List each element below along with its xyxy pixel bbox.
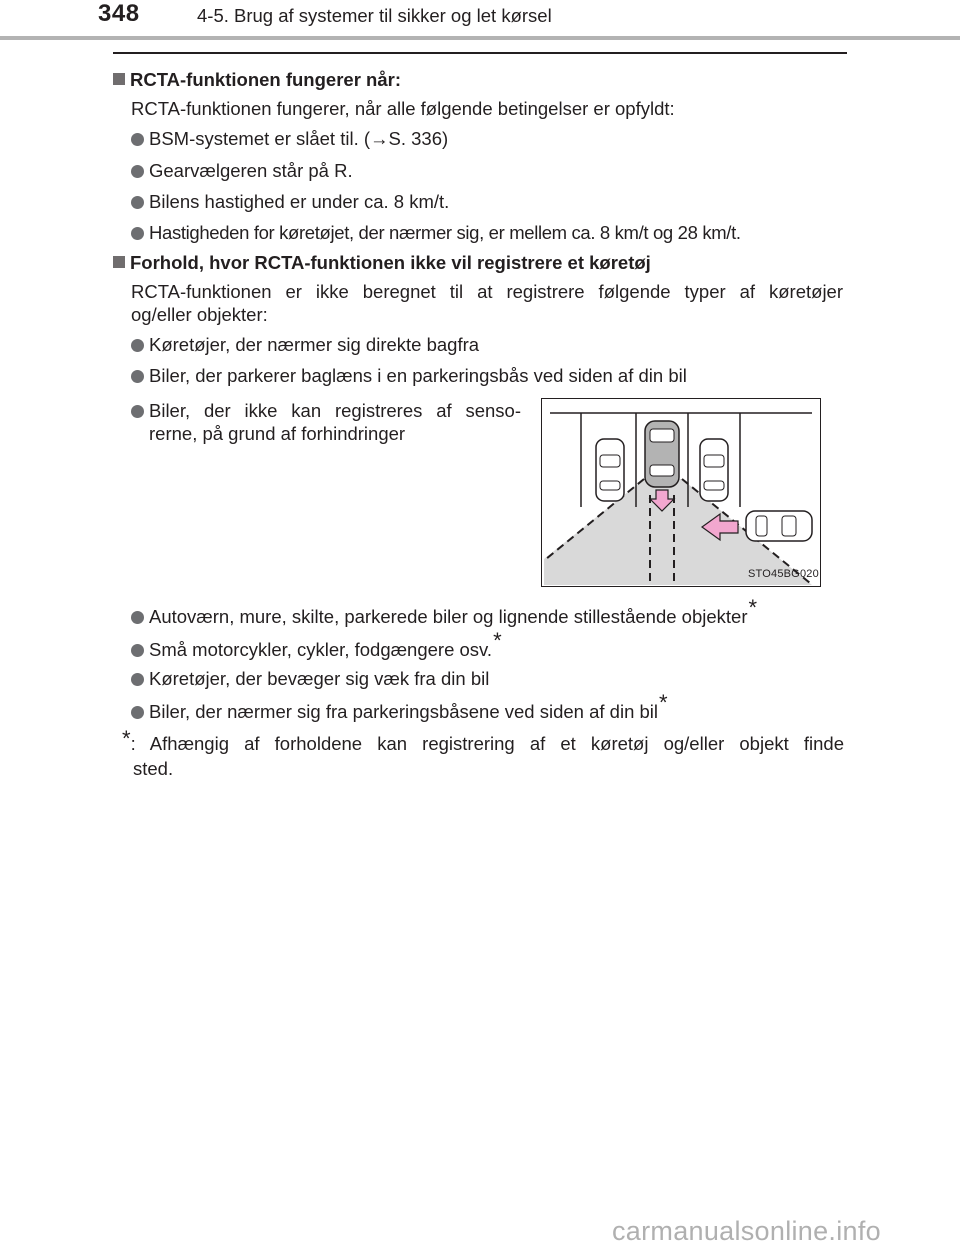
- parked-car-left: [596, 439, 624, 501]
- list-item: [131, 666, 489, 691]
- figure-code: STO45BG020: [748, 568, 819, 580]
- footnote-line2: sted.: [133, 758, 174, 779]
- list-item-continuation: rerne, på grund af forhindringer: [149, 423, 406, 444]
- list-item: [131, 158, 353, 183]
- content-rule: [113, 52, 847, 54]
- list-item-text: Autoværn, mure, skilte, parkerede biler og lignende stillestående objekter: [149, 606, 748, 627]
- asterisk-marker: *: [748, 595, 758, 620]
- list-item: [131, 332, 479, 357]
- list-item-text: Bilens hastighed er under ca. 8 km/t.: [149, 191, 450, 212]
- footnote-marker: *: [122, 726, 131, 751]
- detection-zone-left: [544, 479, 644, 585]
- footnote-text: : Afhængig af forholdene kan registrering af et køretøj og/eller objekt finde: [130, 733, 844, 754]
- rcta-illustration: [541, 398, 821, 587]
- list-item-text: Biler, der ikke kan registreres af senso-: [149, 400, 521, 421]
- circle-bullet-icon: [131, 133, 144, 146]
- section1-heading-text: RCTA-funktionen fungerer når:: [130, 69, 401, 90]
- list-item-text: Køretøjer, der nærmer sig direkte bagfra: [149, 334, 480, 355]
- list-item-text: Biler, der nærmer sig fra parkeringsbåsene ved siden af din bil: [149, 701, 659, 722]
- footnote: [122, 726, 844, 781]
- parking-diagram: [542, 399, 819, 585]
- list-item-text: BSM-systemet er slået til. (→S. 336): [149, 128, 449, 149]
- page-number: 348: [98, 0, 140, 27]
- section2-intro-line2: og/eller objekter:: [131, 304, 268, 325]
- circle-bullet-icon: [131, 227, 144, 240]
- list-item: [131, 126, 448, 151]
- circle-bullet-icon: [131, 165, 144, 178]
- circle-bullet-icon: [131, 673, 144, 686]
- circle-bullet-icon: [131, 644, 144, 657]
- circle-bullet-icon: [131, 405, 144, 418]
- parked-car-right: [700, 439, 728, 501]
- section2-heading-text: Forhold, hvor RCTA-funktionen ikke vil registrere et køretøj: [130, 252, 651, 273]
- section1-intro: RCTA-funktionen fungerer, når alle følgende betingelser er opfyldt:: [131, 98, 675, 119]
- list-item-text: Køretøjer, der bevæger sig væk fra din bil: [149, 668, 490, 689]
- footnote-line1: [122, 726, 844, 756]
- square-bullet-icon: [113, 256, 125, 268]
- list-item: [131, 220, 741, 245]
- list-item-text: Små motorcykler, cykler, fodgængere osv.: [149, 639, 493, 660]
- approaching-car: [746, 511, 812, 541]
- circle-bullet-icon: [131, 706, 144, 719]
- list-item: [131, 189, 449, 214]
- square-bullet-icon: [113, 73, 125, 85]
- asterisk-marker: *: [659, 690, 668, 715]
- list-item: [131, 595, 758, 629]
- list-item-text: Hastigheden for køretøjet, der nærmer sig, er mellem ca. 8 km/t og 28 km/t.: [149, 222, 741, 243]
- list-item: [131, 690, 668, 724]
- chapter-title: 4-5. Brug af systemer til sikker og let kørsel: [197, 5, 552, 26]
- circle-bullet-icon: [131, 339, 144, 352]
- section2-intro-line1: RCTA-funktionen er ikke beregnet til at registrere følgende typer af køretøjer: [131, 281, 843, 302]
- circle-bullet-icon: [131, 611, 144, 624]
- list-item: [131, 363, 687, 388]
- asterisk-marker: *: [493, 628, 502, 653]
- header-rule: [0, 36, 960, 40]
- section1-heading: [113, 67, 401, 92]
- own-car: [645, 421, 679, 487]
- list-item: [131, 398, 521, 423]
- watermark: carmanualsonline.info: [612, 1216, 881, 1246]
- page-header: [0, 0, 960, 40]
- circle-bullet-icon: [131, 370, 144, 383]
- list-item-text: Biler, der parkerer baglæns i en parkeringsbås ved siden af din bil: [149, 365, 687, 386]
- section2-heading: [113, 250, 651, 275]
- list-item-text: Gearvælgeren står på R.: [149, 160, 353, 181]
- circle-bullet-icon: [131, 196, 144, 209]
- list-item: [131, 628, 502, 662]
